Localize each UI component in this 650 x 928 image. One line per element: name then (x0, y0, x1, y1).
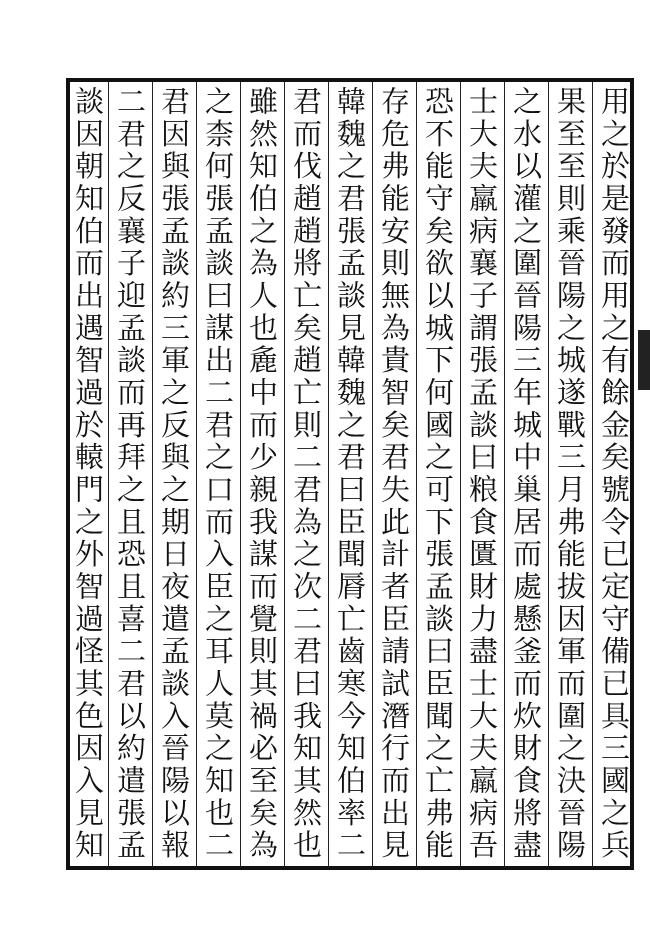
text-column-12: 二君之反襄子迎孟談而再拜之且恐且喜二君以約遣張孟 (113, 86, 147, 862)
text-column-7: 韓魏之君張孟談見韓魏之君曰臣聞脣亡齒寒今知伯率二 (333, 86, 367, 862)
text-column-1: 用之於是發而用之有餘金矣號令已定守備已具三國之兵 (597, 86, 631, 862)
text-column-3: 之水以灌之圍晉陽三年城中巢居而處懸釜而炊財食將盡 (509, 86, 543, 862)
column-rule (416, 82, 417, 866)
column-rule (504, 82, 505, 866)
text-column-9: 雖然知伯之為人也麁中而少親我謀而覺則其禍必至矣為 (245, 86, 279, 862)
column-rule (284, 82, 285, 866)
column-rule (548, 82, 549, 866)
text-column-13: 談因朝知伯而出遇智過於轅門之外智過怪其色因入見知 (71, 86, 105, 862)
text-column-2: 果至至則乘晉陽之城遂戰三月弗能拔因軍而圍之決晉陽 (553, 86, 587, 862)
text-column-10: 之柰何張孟談曰謀出二君之口而入臣之耳人莫之知也二 (201, 86, 235, 862)
text-column-8: 君而伐趙趙將亡矣趙亡則二君為之次二君曰我知其然也 (289, 86, 323, 862)
text-column-5: 恐不能守矣欲以城下何國之可下張孟談曰臣聞之亡弗能 (421, 86, 455, 862)
text-column-6: 存危弗能安則無為貴智矣君失此計者臣請試潛行而出見 (377, 86, 411, 862)
column-rule (152, 82, 153, 866)
column-rule (240, 82, 241, 866)
column-rule (108, 82, 109, 866)
margin-mark (638, 330, 650, 390)
column-rule (460, 82, 461, 866)
text-column-4: 士大夫羸病襄子謂張孟談曰粮食匱財力盡士大夫羸病吾 (465, 86, 499, 862)
column-rule (372, 82, 373, 866)
text-column-11: 君因與張孟談約三軍之反與之期日夜遣孟談入晉陽以報 (157, 86, 191, 862)
column-rule (592, 82, 593, 866)
column-rule (196, 82, 197, 866)
column-rule (328, 82, 329, 866)
